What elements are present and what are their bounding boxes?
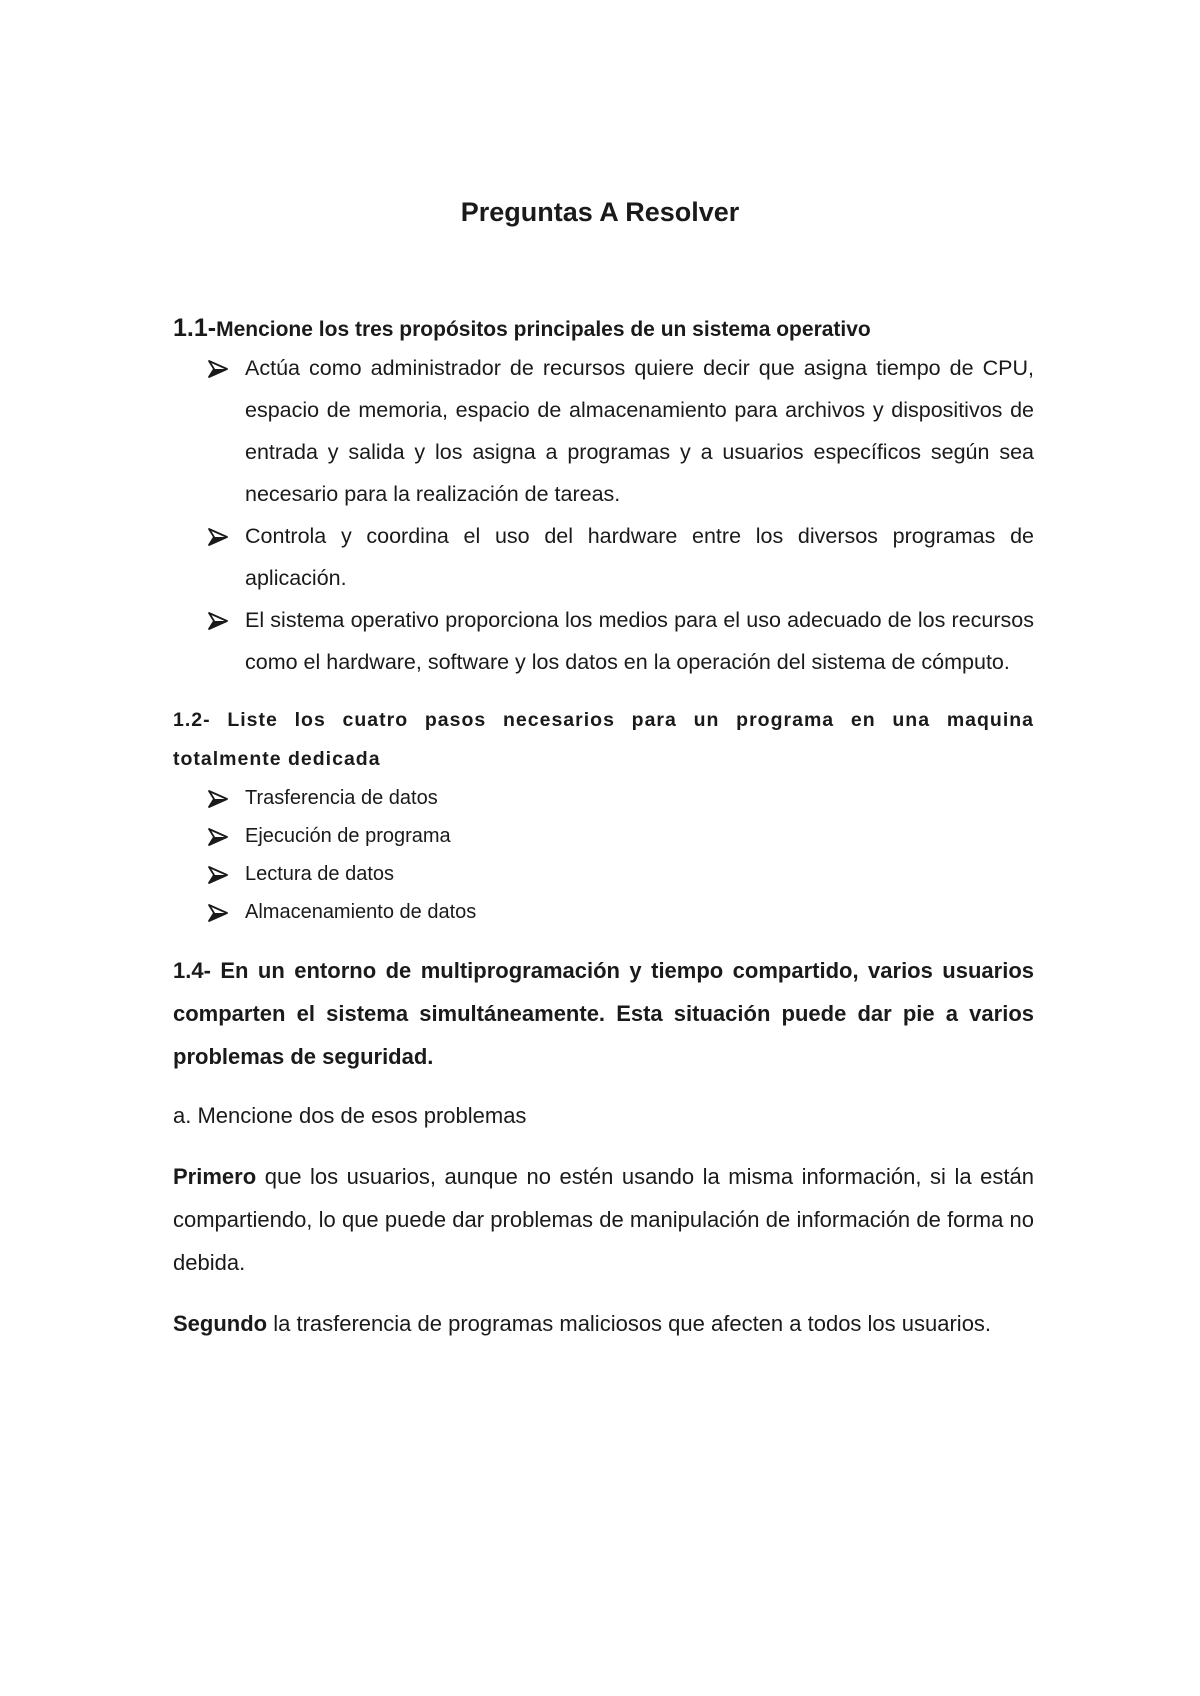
list-item-text: El sistema operativo proporciona los medios para el uso adecuado de los recursos como el hardware, software y los datos en la operación del sistema de cómputo. — [245, 608, 1034, 674]
list-item — [173, 599, 1034, 683]
list-item-text: Controla y coordina el uso del hardware entre los diversos programas de aplicación. — [245, 524, 1034, 590]
question-1-4: 1.4- En un entorno de multiprogramación y tiempo compartido, varios usuarios comparten el sistema simultáneamente. Esta situación puede dar pie a varios problemas de seguridad. — [173, 958, 1034, 1069]
arrow-bullet-icon — [208, 779, 228, 817]
list-item — [173, 347, 1034, 515]
question-text: Mencione los tres propósitos principales de un sistema operativo — [216, 318, 871, 341]
list-item-text: Trasferencia de datos — [245, 787, 438, 809]
question-1-2: 1.2- Liste los cuatro pasos necesarios para un programa en una maquina totalmente dedicada — [173, 709, 1034, 770]
answer-paragraph-second — [173, 1302, 1034, 1345]
question-1-1-answers — [173, 347, 1034, 683]
list-item — [173, 515, 1034, 599]
answer-lead-word: Primero — [173, 1164, 257, 1189]
list-item-text: Almacenamiento de datos — [245, 901, 477, 923]
list-item-text: Ejecución de programa — [245, 825, 451, 847]
list-item — [173, 855, 1034, 893]
list-item — [173, 779, 1034, 817]
page-title: Preguntas A Resolver — [460, 197, 740, 227]
answer-lead-word: Segundo — [173, 1311, 268, 1336]
arrow-bullet-icon — [208, 599, 228, 683]
arrow-bullet-icon — [208, 347, 228, 515]
list-item-text: Lectura de datos — [245, 863, 394, 885]
document-body — [173, 311, 1034, 1345]
answer-text: que los usuarios, aunque no estén usando la misma información, si la están compartiendo, lo que puede dar problemas de manipulación de información de forma no debida. — [173, 1164, 1034, 1275]
sub-question-a: a. Mencione dos de esos problemas — [173, 1103, 527, 1128]
question-1-2-answers — [173, 779, 1034, 931]
answer-paragraph-first — [173, 1155, 1034, 1284]
arrow-bullet-icon — [208, 855, 228, 893]
question-number: 1.1- — [173, 314, 217, 342]
question-1-1 — [173, 311, 1034, 347]
arrow-bullet-icon — [208, 515, 228, 599]
answer-text: la trasferencia de programas maliciosos que afecten a todos los usuarios. — [267, 1311, 992, 1336]
arrow-bullet-icon — [208, 893, 228, 931]
arrow-bullet-icon — [208, 817, 228, 855]
list-item — [173, 817, 1034, 855]
list-item-text: Actúa como administrador de recursos quiere decir que asigna tiempo de CPU, espacio de memoria, espacio de almacenamiento para archivos y dispositivos de entrada y salida y los asigna a programas y a usuarios específicos según sea necesario para la realización de tareas. — [245, 356, 1034, 506]
list-item — [173, 893, 1034, 931]
